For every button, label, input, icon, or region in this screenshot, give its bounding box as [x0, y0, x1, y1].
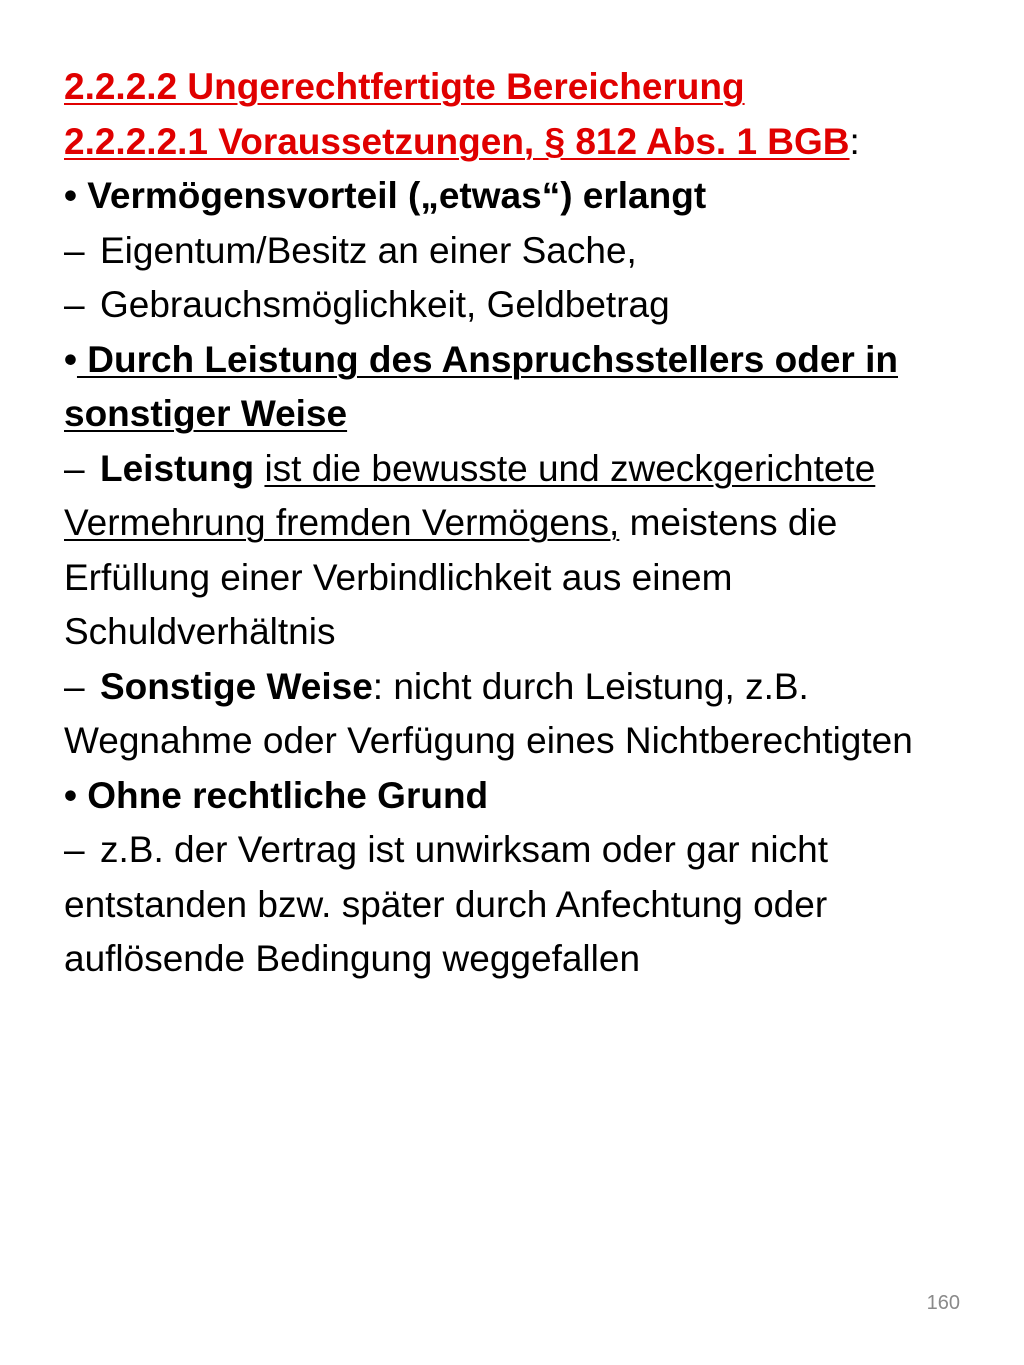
list-item [64, 278, 964, 333]
term-leistung: Leistung [100, 447, 255, 489]
term-space [254, 448, 264, 489]
bullet-marker: • [64, 338, 77, 380]
bullet-label: Ohne rechtliche Grund [87, 774, 489, 816]
dash-marker: – [64, 447, 85, 489]
dash-marker: – [64, 829, 85, 870]
bullet-label: Vermögensvorteil („etwas“) erlangt [87, 175, 707, 216]
bullet-vermoegensvorteil [64, 169, 964, 224]
list-item [64, 823, 964, 987]
list-item-text: Gebrauchsmöglichkeit, Geldbetrag [100, 284, 670, 325]
bullet-marker: • [64, 175, 77, 216]
dash-marker: – [64, 229, 85, 271]
bullet-marker: • [64, 774, 77, 816]
page-number: 160 [926, 1292, 960, 1314]
section-title: 2.2.2.2 Ungerechtfertigte Bereicherung [64, 66, 745, 107]
bullet-ohne-grund [64, 769, 964, 824]
subsection-title: 2.2.2.2.1 Voraussetzungen, § 812 Abs. 1 BGB [64, 120, 850, 162]
list-item [64, 224, 964, 279]
list-item-leistung [64, 442, 964, 660]
leistung-definition: ist die bewusste und zweckgerichtete Vermehrung fremden Vermögens, [64, 447, 876, 543]
subsection-title-line [64, 115, 964, 170]
dash-marker: – [64, 665, 85, 707]
list-item-text: z.B. der Vertrag ist unwirksam oder gar nicht entstanden bzw. später durch Anfechtung oder auflösende Bedingung weggefallen [64, 829, 828, 979]
slide-content [64, 60, 964, 987]
bullet-label: Durch Leistung des Anspruchsstellers oder in sonstiger Weise [64, 338, 898, 434]
list-item-sonstige-weise [64, 660, 964, 769]
subsection-colon: : [849, 120, 860, 162]
dash-marker: – [64, 284, 85, 325]
sonstige-weise-rest: : nicht durch Leistung, z.B. Wegnahme oder Verfügung eines Nichtberechtigten [64, 665, 913, 761]
list-item-text: Eigentum/Besitz an einer Sache, [100, 229, 637, 271]
term-sonstige-weise: Sonstige Weise [100, 665, 373, 707]
leistung-rest: meistens die Erfüllung einer Verbindlichkeit aus einem Schuldverhältnis [64, 502, 838, 652]
bullet-durch-leistung [64, 333, 964, 442]
